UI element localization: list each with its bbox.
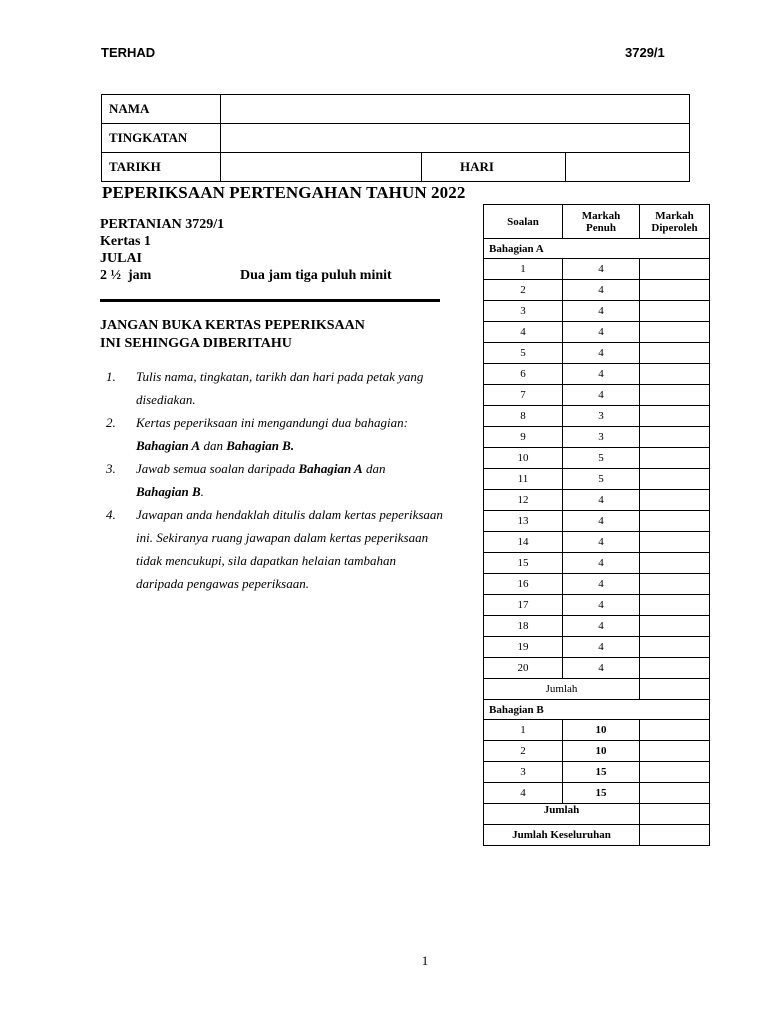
full-mark: 4 bbox=[563, 259, 640, 280]
jumlah-b-field[interactable] bbox=[640, 804, 710, 825]
full-mark: 4 bbox=[563, 364, 640, 385]
question-number: 6 bbox=[484, 364, 563, 385]
warning-line-2: INI SEHINGGA DIBERITAHU bbox=[100, 336, 292, 351]
question-row bbox=[484, 783, 710, 804]
instruction-number: 2. bbox=[106, 415, 116, 430]
full-mark: 4 bbox=[563, 280, 640, 301]
section-a-label: Bahagian A bbox=[484, 239, 710, 259]
full-mark: 5 bbox=[563, 448, 640, 469]
question-number: 12 bbox=[484, 490, 563, 511]
question-number: 11 bbox=[484, 469, 563, 490]
question-row bbox=[484, 720, 710, 741]
question-row bbox=[484, 406, 710, 427]
full-mark: 4 bbox=[563, 553, 640, 574]
instruction-bold: Bahagian A bbox=[136, 438, 201, 453]
question-number: 1 bbox=[484, 720, 563, 741]
instruction-text: Jawapan anda hendaklah ditulis dalam kertas peperiksaan ini. Sekiranya ruang jawapan dalam kertas peperiksaan tidak mencukupi, sila dapatkan helaian tambahan daripada pengawas peperiksaan. bbox=[136, 507, 443, 591]
duration-words: Dua jam tiga puluh minit bbox=[240, 268, 392, 283]
question-number: 16 bbox=[484, 574, 563, 595]
question-row bbox=[484, 259, 710, 280]
col-markah-diperoleh: Markah Diperoleh bbox=[640, 205, 710, 239]
instruction-item bbox=[106, 503, 446, 595]
nama-field[interactable] bbox=[221, 95, 690, 124]
instruction-bold: Bahagian B bbox=[136, 484, 201, 499]
obtained-mark-field[interactable] bbox=[640, 280, 710, 301]
question-number: 2 bbox=[484, 280, 563, 301]
instruction-text: dan bbox=[200, 438, 227, 453]
obtained-mark-field[interactable] bbox=[640, 343, 710, 364]
question-number: 10 bbox=[484, 448, 563, 469]
month-label: JULAI bbox=[100, 251, 143, 266]
marks-table bbox=[483, 204, 710, 846]
obtained-mark-field[interactable] bbox=[640, 532, 710, 553]
question-number: 1 bbox=[484, 259, 563, 280]
full-mark: 4 bbox=[563, 385, 640, 406]
warning-line-1: JANGAN BUKA KERTAS PEPERIKSAAN bbox=[100, 318, 365, 333]
full-mark: 15 bbox=[563, 783, 640, 804]
obtained-mark-field[interactable] bbox=[640, 427, 710, 448]
obtained-mark-field[interactable] bbox=[640, 322, 710, 343]
full-mark: 4 bbox=[563, 595, 640, 616]
instruction-number: 4. bbox=[106, 507, 116, 522]
question-number: 19 bbox=[484, 637, 563, 658]
question-row bbox=[484, 427, 710, 448]
question-row bbox=[484, 469, 710, 490]
question-number: 4 bbox=[484, 322, 563, 343]
warning-notice bbox=[100, 317, 365, 353]
question-row bbox=[484, 385, 710, 406]
question-row bbox=[484, 532, 710, 553]
student-info-box bbox=[101, 94, 690, 182]
full-mark: 3 bbox=[563, 427, 640, 448]
instruction-item bbox=[106, 365, 446, 411]
question-number: 13 bbox=[484, 511, 563, 532]
section-row bbox=[484, 239, 710, 259]
obtained-mark-field[interactable] bbox=[640, 406, 710, 427]
kertas-label: Kertas 1 bbox=[100, 234, 151, 249]
question-number: 8 bbox=[484, 406, 563, 427]
question-row bbox=[484, 658, 710, 679]
obtained-mark-field[interactable] bbox=[640, 637, 710, 658]
header-paper-code: 3729/1 bbox=[625, 45, 665, 60]
obtained-mark-field[interactable] bbox=[640, 490, 710, 511]
instruction-number: 3. bbox=[106, 461, 116, 476]
question-row bbox=[484, 280, 710, 301]
question-number: 2 bbox=[484, 741, 563, 762]
obtained-mark-field[interactable] bbox=[640, 720, 710, 741]
jumlah-b-label: Jumlah bbox=[484, 804, 640, 825]
full-mark: 4 bbox=[563, 637, 640, 658]
question-row bbox=[484, 511, 710, 532]
question-row bbox=[484, 490, 710, 511]
question-number: 17 bbox=[484, 595, 563, 616]
col-soalan: Soalan bbox=[484, 205, 563, 239]
instruction-bold: Bahagian B. bbox=[226, 438, 295, 453]
question-number: 7 bbox=[484, 385, 563, 406]
full-mark: 4 bbox=[563, 511, 640, 532]
question-row bbox=[484, 574, 710, 595]
nama-label: NAMA bbox=[102, 95, 221, 124]
instruction-text: dan bbox=[362, 461, 386, 476]
question-number: 15 bbox=[484, 553, 563, 574]
hari-label: HARI bbox=[422, 153, 566, 182]
jumlah-a-row bbox=[484, 679, 710, 700]
question-number: 20 bbox=[484, 658, 563, 679]
divider-line bbox=[100, 299, 440, 302]
page-number: 1 bbox=[421, 953, 429, 968]
instruction-text: . bbox=[200, 484, 204, 499]
full-mark: 3 bbox=[563, 406, 640, 427]
obtained-mark-field[interactable] bbox=[640, 616, 710, 637]
question-row bbox=[484, 343, 710, 364]
jumlah-keseluruhan-row bbox=[484, 825, 710, 846]
full-mark: 4 bbox=[563, 616, 640, 637]
full-mark: 4 bbox=[563, 574, 640, 595]
obtained-mark-field[interactable] bbox=[640, 301, 710, 322]
instruction-number: 1. bbox=[106, 369, 116, 384]
header-classification: TERHAD bbox=[101, 45, 156, 60]
question-row bbox=[484, 762, 710, 783]
col-markah-penuh: Markah Penuh bbox=[563, 205, 640, 239]
jumlah-keseluruhan-label: Jumlah Keseluruhan bbox=[484, 825, 640, 846]
obtained-mark-field[interactable] bbox=[640, 364, 710, 385]
question-number: 3 bbox=[484, 301, 563, 322]
duration-label: 2 ½ jam bbox=[100, 268, 152, 283]
full-mark: 4 bbox=[563, 343, 640, 364]
instruction-text: Tulis nama, tingkatan, tarikh dan hari pada petak yang disediakan. bbox=[136, 369, 424, 407]
jumlah-keseluruhan-field[interactable] bbox=[640, 825, 710, 846]
tarikh-label: TARIKH bbox=[102, 153, 221, 182]
obtained-mark-field[interactable] bbox=[640, 595, 710, 616]
obtained-mark-field[interactable] bbox=[640, 553, 710, 574]
full-mark: 10 bbox=[563, 741, 640, 762]
obtained-mark-field[interactable] bbox=[640, 741, 710, 762]
tingkatan-field[interactable] bbox=[221, 124, 690, 153]
question-row bbox=[484, 301, 710, 322]
question-row bbox=[484, 553, 710, 574]
question-number: 18 bbox=[484, 616, 563, 637]
question-number: 9 bbox=[484, 427, 563, 448]
question-row bbox=[484, 322, 710, 343]
instruction-item bbox=[106, 411, 446, 457]
obtained-mark-field[interactable] bbox=[640, 574, 710, 595]
full-mark: 10 bbox=[563, 720, 640, 741]
exam-title: PEPERIKSAAN PERTENGAHAN TAHUN 2022 bbox=[102, 183, 466, 202]
obtained-mark-field[interactable] bbox=[640, 259, 710, 280]
obtained-mark-field[interactable] bbox=[640, 448, 710, 469]
jumlah-b-row bbox=[484, 804, 710, 825]
full-mark: 4 bbox=[563, 322, 640, 343]
tingkatan-label: TINGKATAN bbox=[102, 124, 221, 153]
tarikh-field[interactable] bbox=[221, 153, 422, 182]
obtained-mark-field[interactable] bbox=[640, 783, 710, 804]
obtained-mark-field[interactable] bbox=[640, 762, 710, 783]
instruction-item bbox=[106, 457, 446, 503]
hari-field[interactable] bbox=[566, 153, 690, 182]
question-number: 3 bbox=[484, 762, 563, 783]
question-row bbox=[484, 595, 710, 616]
marks-table-header bbox=[484, 205, 710, 239]
subject-paper: PERTANIAN 3729/1 bbox=[100, 217, 225, 232]
section-row bbox=[484, 700, 710, 720]
section-b-label: Bahagian B bbox=[484, 700, 710, 720]
question-row bbox=[484, 448, 710, 469]
full-mark: 5 bbox=[563, 469, 640, 490]
instruction-text: Kertas peperiksaan ini mengandungi dua bahagian: bbox=[136, 415, 408, 430]
instructions-list bbox=[106, 365, 446, 595]
question-row bbox=[484, 364, 710, 385]
full-mark: 15 bbox=[563, 762, 640, 783]
obtained-mark-field[interactable] bbox=[640, 469, 710, 490]
jumlah-a-field[interactable] bbox=[640, 679, 710, 700]
instruction-text: Jawab semua soalan daripada bbox=[136, 461, 299, 476]
question-row bbox=[484, 616, 710, 637]
instruction-bold: Bahagian A bbox=[298, 461, 363, 476]
question-number: 4 bbox=[484, 783, 563, 804]
full-mark: 4 bbox=[563, 301, 640, 322]
question-row bbox=[484, 741, 710, 762]
obtained-mark-field[interactable] bbox=[640, 658, 710, 679]
question-number: 14 bbox=[484, 532, 563, 553]
full-mark: 4 bbox=[563, 532, 640, 553]
obtained-mark-field[interactable] bbox=[640, 385, 710, 406]
obtained-mark-field[interactable] bbox=[640, 511, 710, 532]
full-mark: 4 bbox=[563, 490, 640, 511]
jumlah-a-label: Jumlah bbox=[484, 679, 640, 700]
question-row bbox=[484, 637, 710, 658]
question-number: 5 bbox=[484, 343, 563, 364]
full-mark: 4 bbox=[563, 658, 640, 679]
